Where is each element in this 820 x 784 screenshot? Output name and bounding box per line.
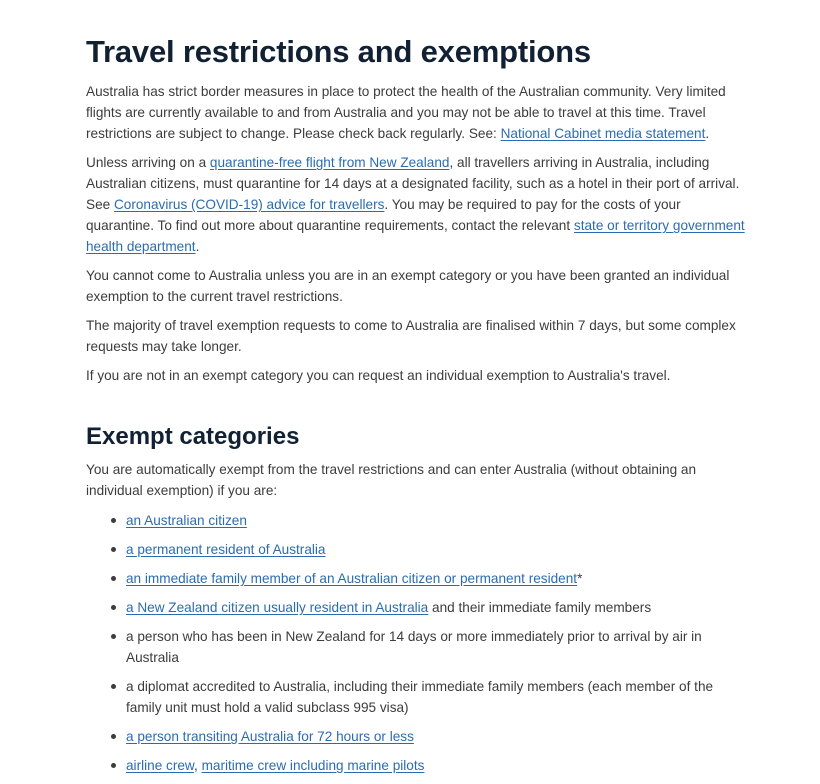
- new-zealand-citizen-link[interactable]: a New Zealand citizen usually resident in Australia: [126, 600, 429, 615]
- airline-crew-link[interactable]: airline crew: [126, 758, 194, 773]
- covid-advice-for-travellers-link[interactable]: Coronavirus (COVID-19) advice for travellers: [113, 197, 385, 212]
- permanent-resident-link[interactable]: a permanent resident of Australia: [126, 542, 326, 557]
- national-cabinet-media-statement-link[interactable]: National Cabinet media statement: [500, 126, 706, 141]
- list-item: a person who has been in New Zealand for 14 days or more immediately prior to arrival by air in Australia: [126, 626, 751, 668]
- list-item: an immediate family member of an Australian citizen or permanent resident*: [126, 568, 751, 589]
- immediate-family-member-link[interactable]: an immediate family member of an Australian citizen or permanent resident: [126, 571, 578, 586]
- exempt-categories-heading: Exempt categories: [86, 423, 300, 450]
- processing-time-paragraph: The majority of travel exemption requests to come to Australia are finalised within 7 days, but some complex requests may take longer.: [86, 318, 736, 354]
- list-item: [126, 726, 751, 747]
- exempt-requirement-paragraph: You cannot come to Australia unless you are in an exempt category or you have been granted an individual exemption to the current travel restrictions.: [86, 268, 730, 304]
- maritime-crew-link[interactable]: maritime crew including marine pilots: [201, 758, 425, 773]
- page-title: Travel restrictions and exemptions: [86, 34, 591, 69]
- exempt-intro-paragraph: You are automatically exempt from the travel restrictions and can enter Australia (without obtaining an individual exemption) if you are:: [86, 462, 697, 498]
- quarantine-paragraph: Unless arriving on a quarantine-free flight from New Zealand, all travellers arriving in Australia, including Australian citizens, must quarantine for 14 days at a designated facility, such as a hotel in their port of arrival. See Coronavirus (COVID-19) advice for travellers. You may be required to pay for the costs of your quarantine. To find out more about quarantine requirements, contact the relevant state or territory government health department.: [86, 155, 745, 254]
- list-item: [126, 510, 751, 531]
- list-item: airline crew, maritime crew including marine pilots: [126, 755, 751, 776]
- list-item: [126, 539, 751, 560]
- exempt-categories-list: [86, 510, 751, 776]
- transiting-australia-link[interactable]: a person transiting Australia for 72 hours or less: [126, 729, 414, 744]
- intro-paragraph: Australia has strict border measures in place to protect the health of the Australian community. Very limited flights are currently available to and from Australia and you may not be able to travel at this time. Travel restrictions are subject to change. Please check back regularly. See: National Cabinet media statement.: [86, 84, 726, 141]
- state-health-department-link[interactable]: state or territory government health department: [86, 218, 745, 254]
- quarantine-free-flight-link[interactable]: quarantine-free flight from New Zealand: [209, 155, 450, 170]
- intro-text: Australia has strict border measures in place to protect the health of the Australian community. Very limited flights are currently available to and from Australia and you may not be able to travel at this time. Travel restrictions are subject to change. Please check back regularly. See:: [86, 84, 726, 141]
- australian-citizen-link[interactable]: an Australian citizen: [126, 513, 247, 528]
- list-item: a New Zealand citizen usually resident in Australia and their immediate family members: [126, 597, 751, 618]
- individual-exemption-paragraph: If you are not in an exempt category you can request an individual exemption to Australia's travel.: [86, 368, 671, 383]
- list-item: a diplomat accredited to Australia, including their immediate family members (each member of the family unit must hold a valid subclass 995 visa): [126, 676, 751, 718]
- main-content: [86, 30, 751, 784]
